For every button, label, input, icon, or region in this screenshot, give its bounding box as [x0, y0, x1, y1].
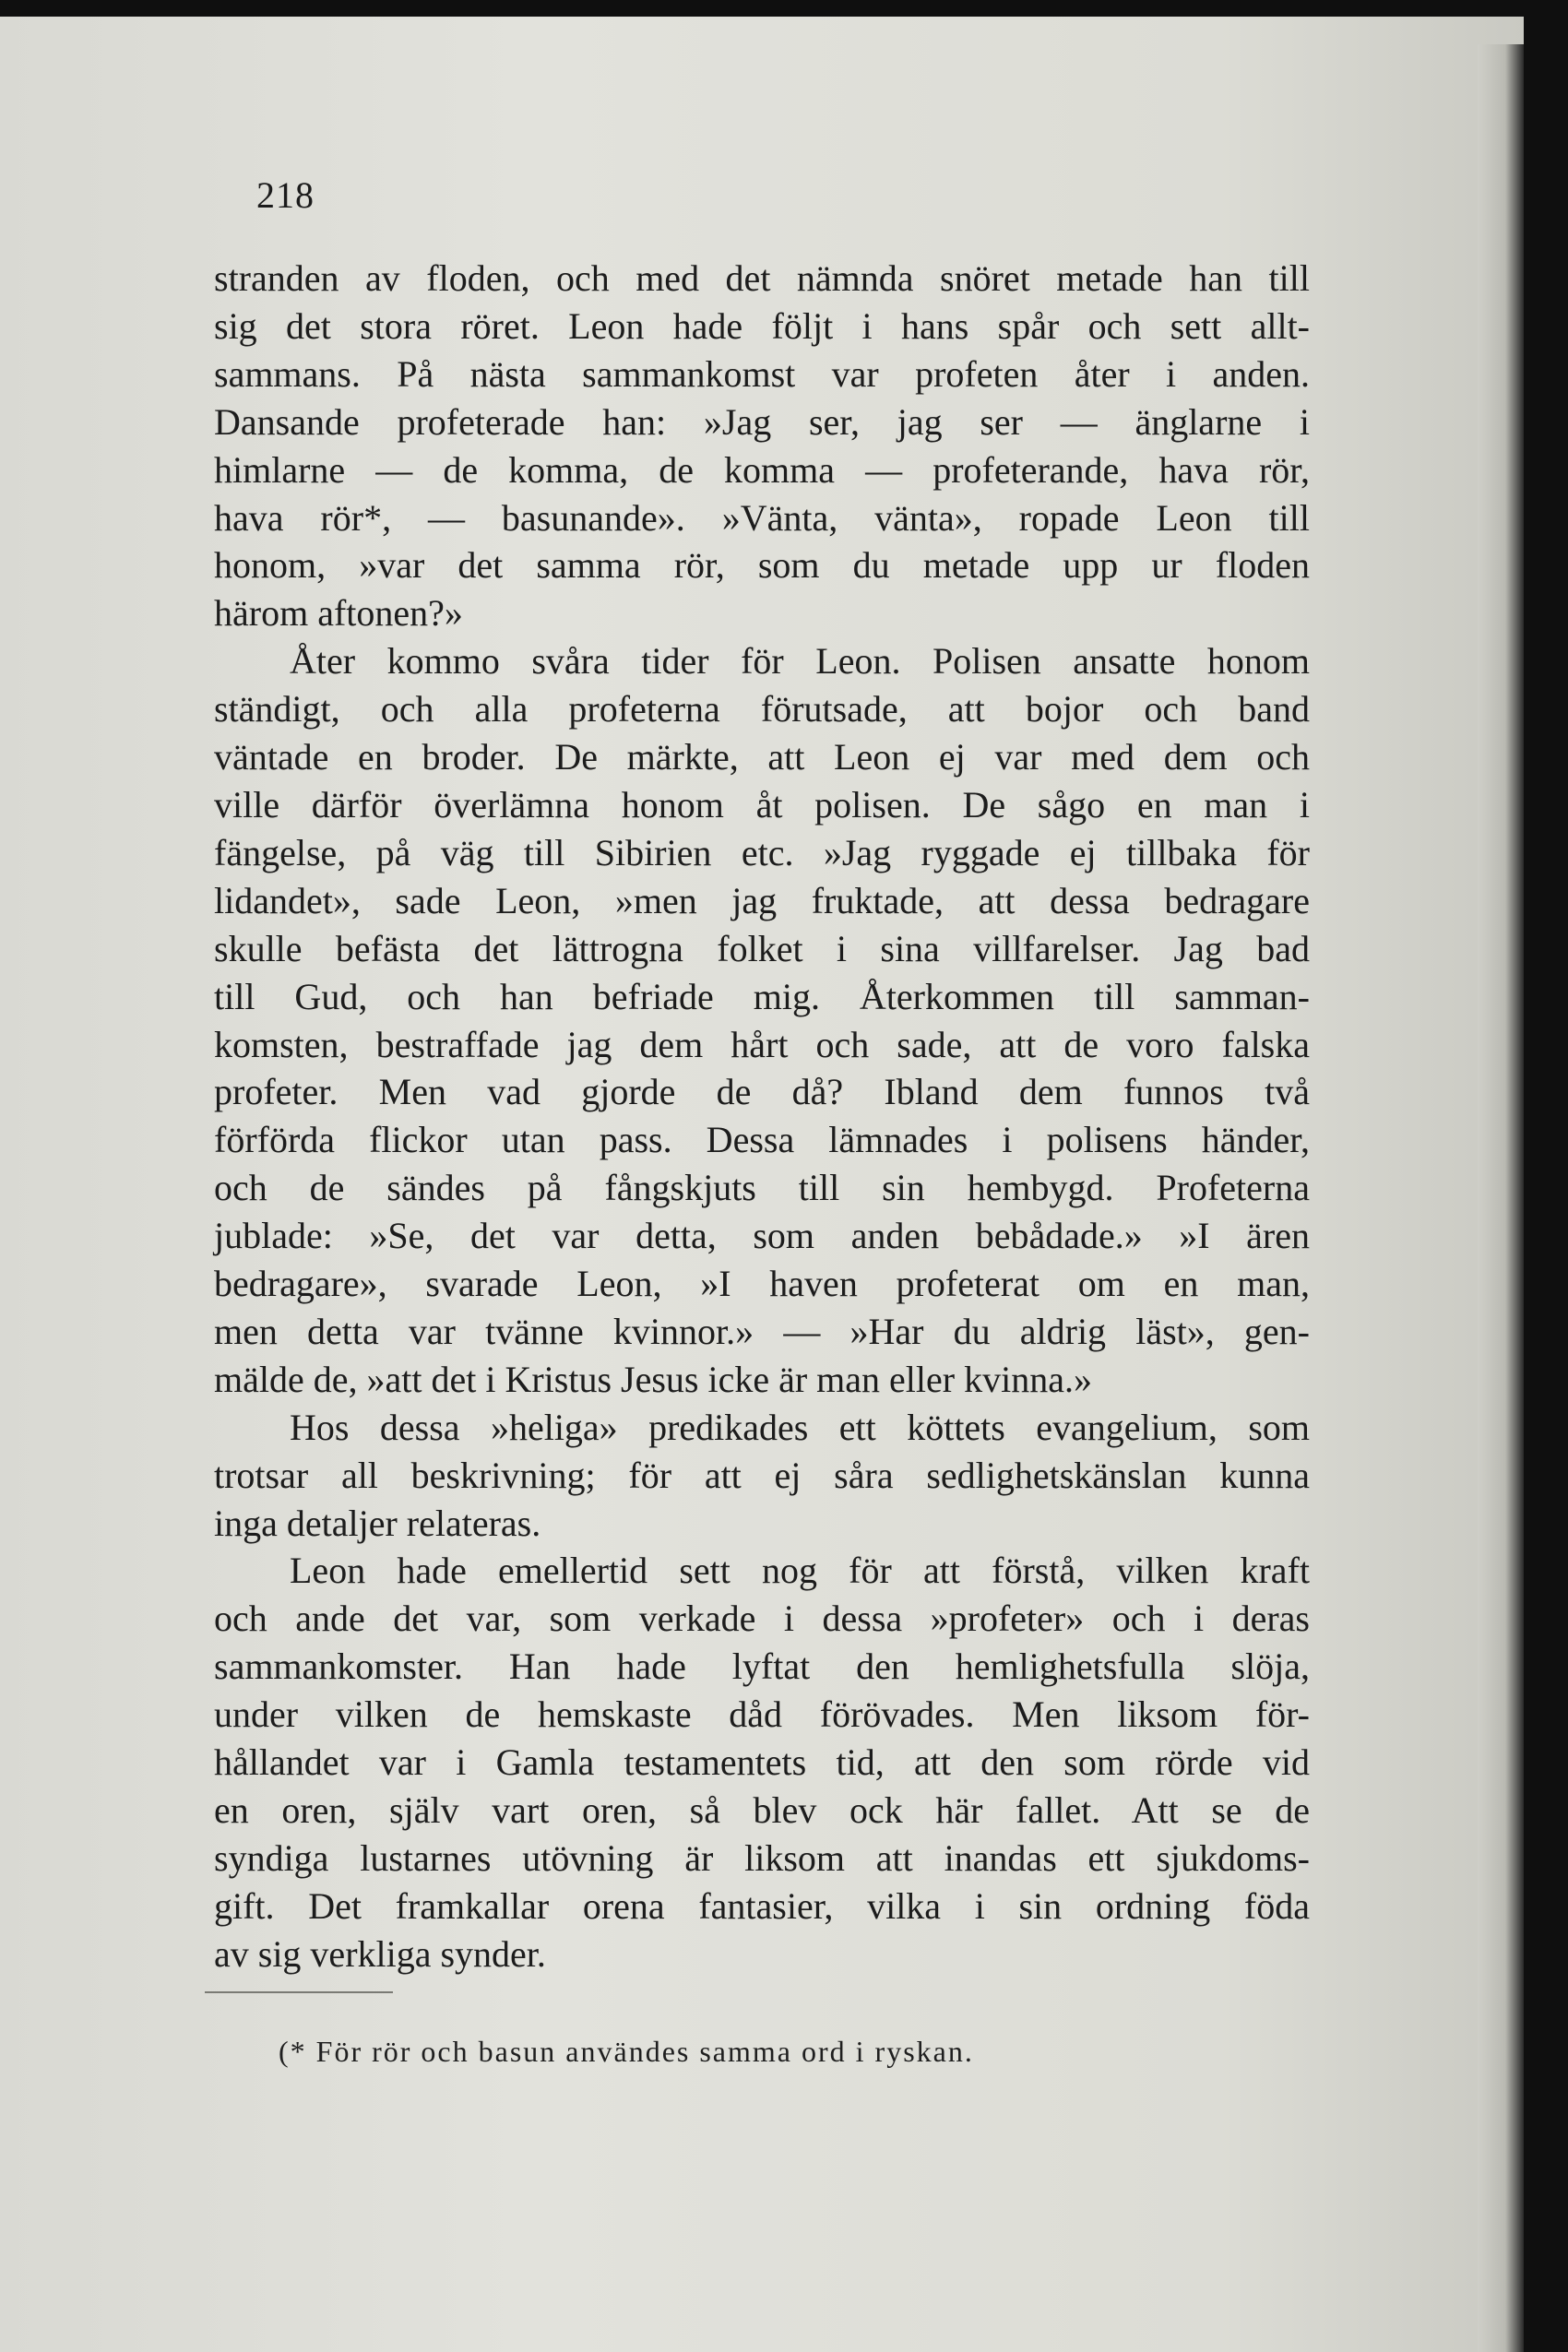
text-line: trotsar all beskrivning; för att ej såra sedlighetskänslan kunna [214, 1454, 1310, 1496]
text-line: stranden av floden, och med det nämnda snöret metade han till [214, 257, 1310, 299]
text-line: härom aftonen?» [214, 592, 463, 635]
text-line: himlarne — de komma, de komma — profeterande, hava rör, [214, 448, 1310, 491]
text-line: inga detaljer relateras. [214, 1502, 541, 1544]
text-line: men detta var tvänne kvinnor.» — »Har du aldrig läst», gen- [214, 1310, 1310, 1352]
text-line: skulle befästa det lättrogna folket i sina villfarelser. Jag bad [214, 927, 1310, 969]
text-line: under vilken de hemskaste dåd förövades. Men liksom för- [214, 1693, 1310, 1736]
text-line: fängelse, på väg till Sibirien etc. »Jag ryggade ej tillbaka för [214, 831, 1310, 873]
text-line: en oren, själv vart oren, så blev ock här fallet. Att se de [214, 1789, 1310, 1831]
text-line: hava rör*, — basunande». »Vänta, vänta», ropade Leon till [214, 496, 1310, 539]
page-edge-shadow [1478, 44, 1524, 2352]
text-line: ville därför överlämna honom åt polisen. De sågo en man i [214, 783, 1310, 826]
text-line: honom, »var det samma rör, som du metade upp ur floden [214, 544, 1310, 587]
text-line: jublade: »Se, det var detta, som anden bebådade.» »I ären [214, 1215, 1310, 1257]
text-line: hållandet var i Gamla testamentets tid, att den som rörde vid [214, 1741, 1310, 1784]
text-line: Åter kommo svåra tider för Leon. Polisen ansatte honom [290, 640, 1310, 683]
text-line: förförda flickor utan pass. Dessa lämnades i polisens händer, [214, 1119, 1310, 1161]
text-line: komsten, bestraffade jag dem hårt och sade, att de voro falska [214, 1023, 1310, 1065]
footnote-divider [205, 1991, 393, 1993]
text-line: väntade en broder. De märkte, att Leon ej var med dem och [214, 736, 1310, 778]
text-line: syndiga lustarnes utövning är liksom att inandas ett sjukdoms- [214, 1836, 1310, 1879]
text-line: till Gud, och han befriade mig. Återkommen till samman- [214, 975, 1310, 1017]
text-line: sig det stora röret. Leon hade följt i hans spår och sett allt- [214, 304, 1310, 347]
text-line: bedragare», svarade Leon, »I haven profeterat om en man, [214, 1263, 1310, 1305]
text-line: profeter. Men vad gjorde de då? Ibland dem funnos två [214, 1071, 1310, 1113]
text-line: sammans. På nästa sammankomst var profeten åter i anden. [214, 352, 1310, 395]
page-number: 218 [256, 174, 315, 216]
body-text [214, 255, 1310, 1978]
text-line: och de sändes på fångskjuts till sin hembygd. Profeterna [214, 1167, 1310, 1209]
text-line: gift. Det framkallar orena fantasier, vilka i sin ordning föda [214, 1884, 1310, 1927]
text-line: och ande det var, som verkade i dessa »profeter» och i deras [214, 1598, 1310, 1640]
text-line: Hos dessa »heliga» predikades ett köttets evangelium, som [290, 1406, 1310, 1448]
book-page [0, 17, 1524, 2352]
text-line: sammankomster. Han hade lyftat den hemlighetsfulla slöja, [214, 1645, 1310, 1688]
text-line: mälde de, »att det i Kristus Jesus icke är man eller kvinna.» [214, 1358, 1092, 1400]
footnote: (* För rör och basun användes samma ord i ryskan. [279, 2035, 974, 2068]
text-line: Leon hade emellertid sett nog för att förstå, vilken kraft [290, 1550, 1310, 1592]
text-line: Dansande profeterade han: »Jag ser, jag ser — änglarne i [214, 400, 1310, 443]
text-line: lidandet», sade Leon, »men jag fruktade, att dessa bedragare [214, 879, 1310, 921]
text-line: ständigt, och alla profeterna förutsade, att bojor och band [214, 688, 1310, 731]
text-line: av sig verkliga synder. [214, 1932, 546, 1975]
